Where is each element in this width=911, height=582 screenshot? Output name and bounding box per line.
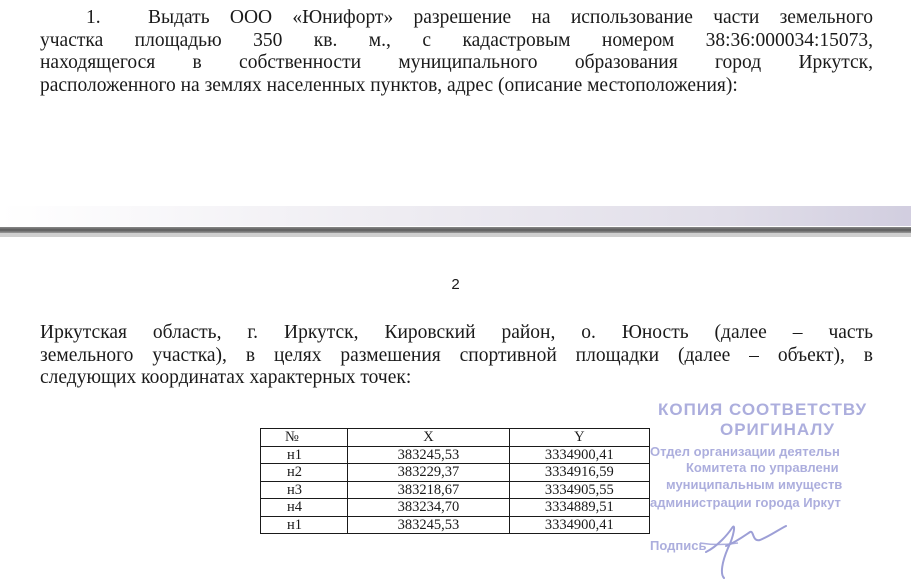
point-id-cell: н1 (261, 516, 348, 534)
table-row (261, 499, 650, 517)
y-coordinate-cell: 3334900,41 (509, 446, 649, 464)
y-coordinate-cell: 3334905,55 (509, 481, 649, 499)
paragraph-1-line-1 (40, 7, 873, 30)
column-header-number: № (261, 429, 348, 447)
point-id-cell: н3 (261, 481, 348, 499)
x-coordinate-cell: 383234,70 (348, 499, 509, 517)
table-row (261, 481, 650, 499)
x-coordinate-cell: 383229,37 (348, 464, 509, 482)
page-number: 2 (451, 276, 460, 293)
y-coordinate-cell: 3334889,51 (509, 499, 649, 517)
coordinates-table (260, 428, 650, 534)
column-header-y: Y (509, 429, 649, 447)
stamp-line-signature-label: Подпись (650, 538, 707, 553)
paragraph-1-line-1-text: Выдать ООО «Юнифорт» разрешение на использование части земельного (148, 7, 873, 28)
paragraph-1-line-3: находящегося в собственности муниципального образования город Иркутск, (40, 52, 873, 74)
point-id-cell: н2 (261, 464, 348, 482)
paragraph-1-line-2: участка площадью 350 кв. м., с кадастровым номером 38:36:000034:15073, (40, 29, 873, 51)
x-coordinate-cell: 383245,53 (348, 516, 509, 534)
paragraph-1-line-4: расположенного на землях населенных пунктов, адрес (описание местоположения): (40, 74, 738, 96)
paragraph-2-line-2: земельного участка), в целях размешения спортивной площадки (далее – объект), в (40, 344, 873, 366)
item-number: 1. (86, 7, 101, 28)
stamp-line-committee: Комитета по управлени (686, 460, 839, 475)
table-row (261, 464, 650, 482)
column-header-x: X (348, 429, 509, 447)
signature-icon (648, 396, 911, 582)
table-header-row (261, 429, 650, 447)
table-row (261, 516, 650, 534)
scan-artifact (0, 206, 911, 226)
certification-stamp (648, 396, 911, 582)
stamp-line-copy: КОПИЯ СООТВЕТСТВУ (658, 400, 868, 419)
stamp-line-original: ОРИГИНАЛУ (720, 420, 835, 439)
paragraph-2-line-1: Иркутская область, г. Иркутск, Кировский район, о. Юность (далее – часть (40, 322, 873, 343)
y-coordinate-cell: 3334916,59 (509, 464, 649, 482)
paragraph-2-line-3: следующих координатах характерных точек: (40, 367, 412, 389)
page-divider-shadow (0, 233, 911, 237)
stamp-line-property: муниципальным имуществ (666, 477, 843, 492)
paragraph-1 (40, 7, 873, 97)
paragraph-2 (40, 322, 873, 390)
stamp-line-administration: администрации города Иркут (650, 495, 841, 510)
y-coordinate-cell: 3334900,41 (509, 516, 649, 534)
x-coordinate-cell: 383218,67 (348, 481, 509, 499)
point-id-cell: н1 (261, 446, 348, 464)
x-coordinate-cell: 383245,53 (348, 446, 509, 464)
stamp-line-department: Отдел организации деятельн (650, 444, 840, 459)
table-row (261, 446, 650, 464)
point-id-cell: н4 (261, 499, 348, 517)
